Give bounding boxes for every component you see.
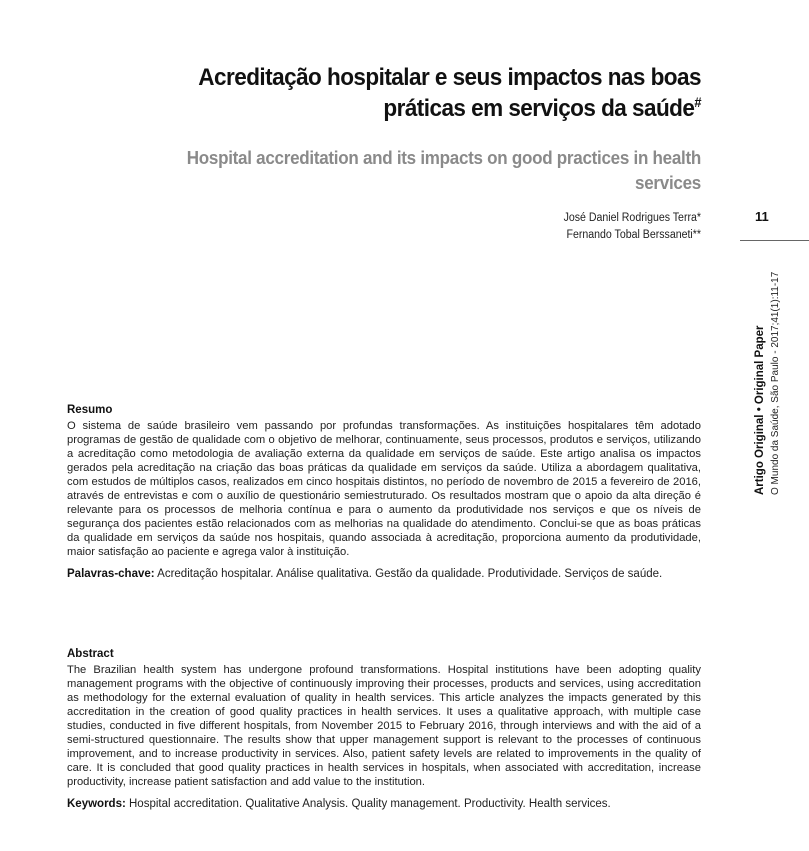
resumo-heading: Resumo [67,404,113,416]
side-label-text [752,270,784,495]
side-label-article-type: Artigo Original • Original Paper [754,325,766,495]
author-1: José Daniel Rodrigues Terra* [563,212,701,224]
resumo-keywords-text: Acreditação hospitalar. Análise qualitativa. Gestão da qualidade. Produtividade. Serviços de saúde. [157,568,663,580]
resumo-keywords-label: Palavras-chave: [67,568,155,580]
page-number-rule [740,240,809,241]
abstract-keywords [67,797,701,812]
abstract-body: The Brazilian health system has undergone profound transformations. Hospital institutions have been adopting quality management programs with the objective of continuously improving their processes, products and services, using accreditation as methodology for the external evaluation of quality in health services. This article analyzes the impacts generated by this accreditation in the creation of good quality practices in health services. It uses a qualitative approach, with multiple case studies, conducted in five different hospitals, from November 2015 to February 2016, through interviews and with the aid of a semi-structured questionnaire. The results show that upper management support is relevant to the processes of continuous improvement, and to increase productivity in services. Also, patient safety levels are related to improvements in the quality of care. It is concluded that good quality practices in health services in hospitals, when associated with accreditation, increase productivity, increase patient satisfaction and add value to the institution. [67,664,701,788]
author-2: Fernando Tobal Berssaneti** [566,229,701,241]
resumo-body: O sistema de saúde brasileiro vem passando por profundas transformações. As instituições hospitalares têm adotado programas de gestão de qualidade com o objetivo de melhorar, continuamente, seus processos, produtos e serviços, utilizando a acreditação como metodologia de avaliação externa da qualidade em serviços de saúde. Este artigo analisa os impactos gerados pela acreditação na criação das boas práticas da qualidade em serviços da saúde. Utiliza a abordagem qualitativa, com estudos de múltiplos casos, realizados em cinco hospitais distintos, no período de novembro de 2015 a fevereiro de 2016, através de entrevistas e com o auxílio de questionário semiestruturado. Os resultados mostram que o apoio da alta direção é relevante para os processos de melhoria contínua e para o aumento da produtividade nos serviços e que os níveis de segurança dos pacientes estão relacionados com as melhorias na qualidade do atendimento. Conclui-se que as boas práticas da qualidade em serviços da saúde nos hospitais, quando associada à acreditação, proporciona aumento da produtividade, maior satisfação ao paciente e agrega valor à instituição. [67,420,701,558]
article-title-english: Hospital accreditation and its impacts on good practices in health services [186,147,701,193]
author-list [333,210,701,244]
abstract-section [67,648,701,812]
article-title-portuguese [131,62,701,124]
abstract-heading: Abstract [67,648,114,660]
title-pt-text: Acreditação hospitalar e seus impactos nas boas práticas em serviços da saúde [198,64,702,122]
resumo-keywords [67,567,701,582]
resumo-section [67,404,701,582]
title-footnote-mark: # [694,93,701,110]
journal-side-label [752,270,792,495]
page-number: 11 [755,209,769,224]
abstract-keywords-text: Hospital accreditation. Qualitative Analysis. Quality management. Productivity. Health services. [129,798,611,810]
abstract-keywords-label: Keywords: [67,798,126,810]
side-label-citation: O Mundo da Saúde, São Paulo - 2017;41(1):11-17 [770,271,781,495]
